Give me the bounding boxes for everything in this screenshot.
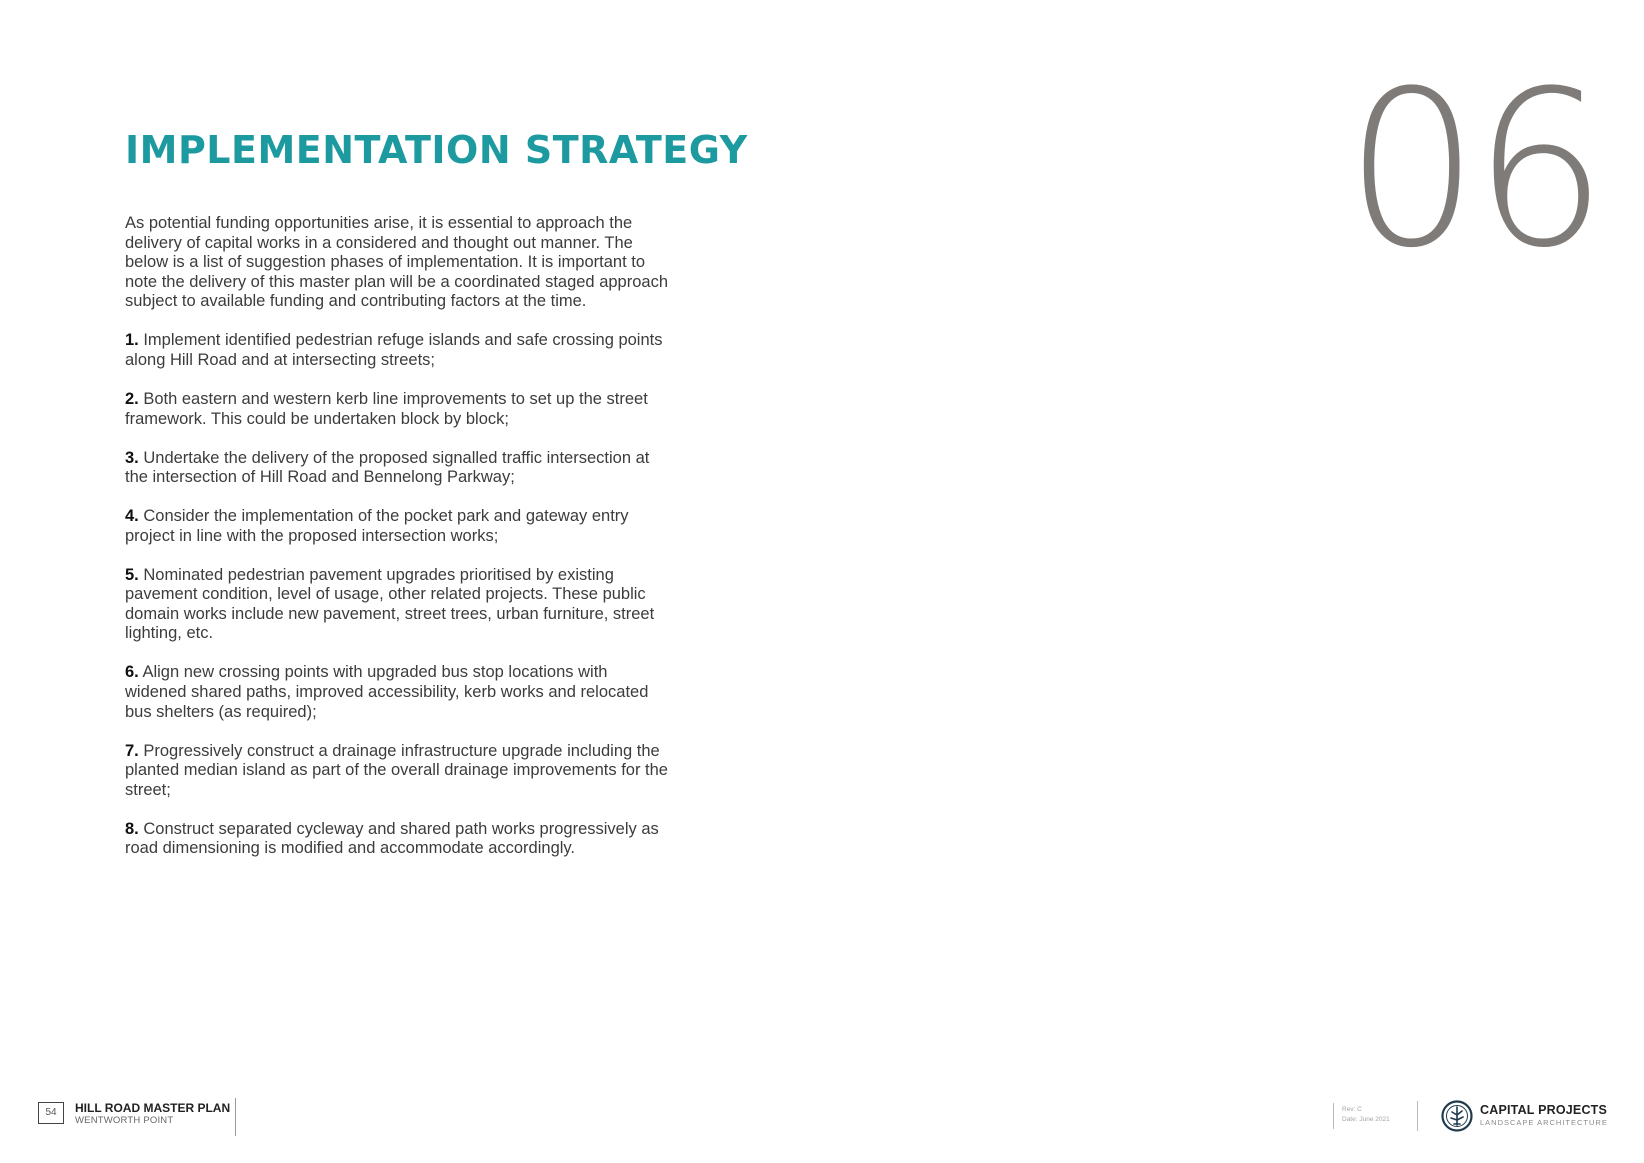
company-name: CAPITAL PROJECTS	[1480, 1103, 1608, 1117]
item-number: 1.	[125, 331, 139, 350]
company-logo-icon	[1441, 1100, 1473, 1132]
item-number: 7.	[125, 741, 139, 760]
item-text: Consider the implementation of the pocket park and gateway entry project in line with the proposed intersection works;	[125, 507, 629, 545]
item-text: Align new crossing points with upgraded bus stop locations with widened shared paths, improved accessibility, kerb works and relocated bus shelters (as required);	[125, 663, 649, 721]
list-item	[125, 663, 670, 722]
revision-info	[1342, 1105, 1390, 1125]
document-subtitle: WENTWORTH POINT	[75, 1115, 174, 1126]
item-number: 4.	[125, 507, 139, 526]
footer-divider	[235, 1098, 236, 1136]
item-number: 2.	[125, 389, 139, 408]
item-text: Nominated pedestrian pavement upgrades prioritised by existing pavement condition, level of usage, other related projects. These public domain works include new pavement, street trees, urban furniture, street lighting, etc.	[125, 565, 655, 643]
list-item	[125, 449, 670, 488]
page-number: 54	[38, 1102, 64, 1124]
item-text: Both eastern and western kerb line improvements to set up the street framework. This could be undertaken block by block;	[125, 389, 648, 428]
item-text: Progressively construct a drainage infrastructure upgrade including the planted median island as part of the overall drainage improvements for the street;	[125, 741, 668, 799]
list-item	[125, 331, 670, 370]
list-item	[125, 820, 670, 859]
item-text: Construct separated cycleway and shared path works progressively as road dimensioning is modified and accommodate accordingly.	[125, 819, 659, 858]
list-item	[125, 390, 670, 429]
company-subtitle: LANDSCAPE ARCHITECTURE	[1480, 1118, 1608, 1127]
item-number: 5.	[125, 565, 139, 584]
document-title: HILL ROAD MASTER PLAN	[75, 1101, 231, 1115]
intro-paragraph: As potential funding opportunities arise, it is essential to approach the delivery of capital works in a considered and thought out manner. The below is a list of suggestion phases of implementation. It is important to note the delivery of this master plan will be a coordinated staged approach subject to available funding and contributing factors at the time.	[125, 214, 668, 311]
revision-label: Rev: C	[1342, 1106, 1362, 1113]
item-number: 6.	[125, 663, 139, 682]
page-title: IMPLEMENTATION STRATEGY	[125, 128, 748, 172]
item-text: Implement identified pedestrian refuge islands and safe crossing points along Hill Road and at intersecting streets;	[125, 331, 663, 369]
footer-divider	[1417, 1101, 1418, 1131]
item-number: 3.	[125, 448, 139, 467]
body-content	[125, 214, 670, 878]
date-label: Date: June 2021	[1342, 1116, 1390, 1123]
item-number: 8.	[125, 819, 139, 838]
list-item	[125, 566, 670, 644]
list-item	[125, 742, 670, 801]
chapter-number: 06	[1345, 44, 1602, 295]
item-text: Undertake the delivery of the proposed signalled traffic intersection at the intersection of Hill Road and Bennelong Parkway;	[125, 448, 650, 487]
list-item	[125, 507, 670, 546]
footer-divider	[1333, 1103, 1334, 1129]
